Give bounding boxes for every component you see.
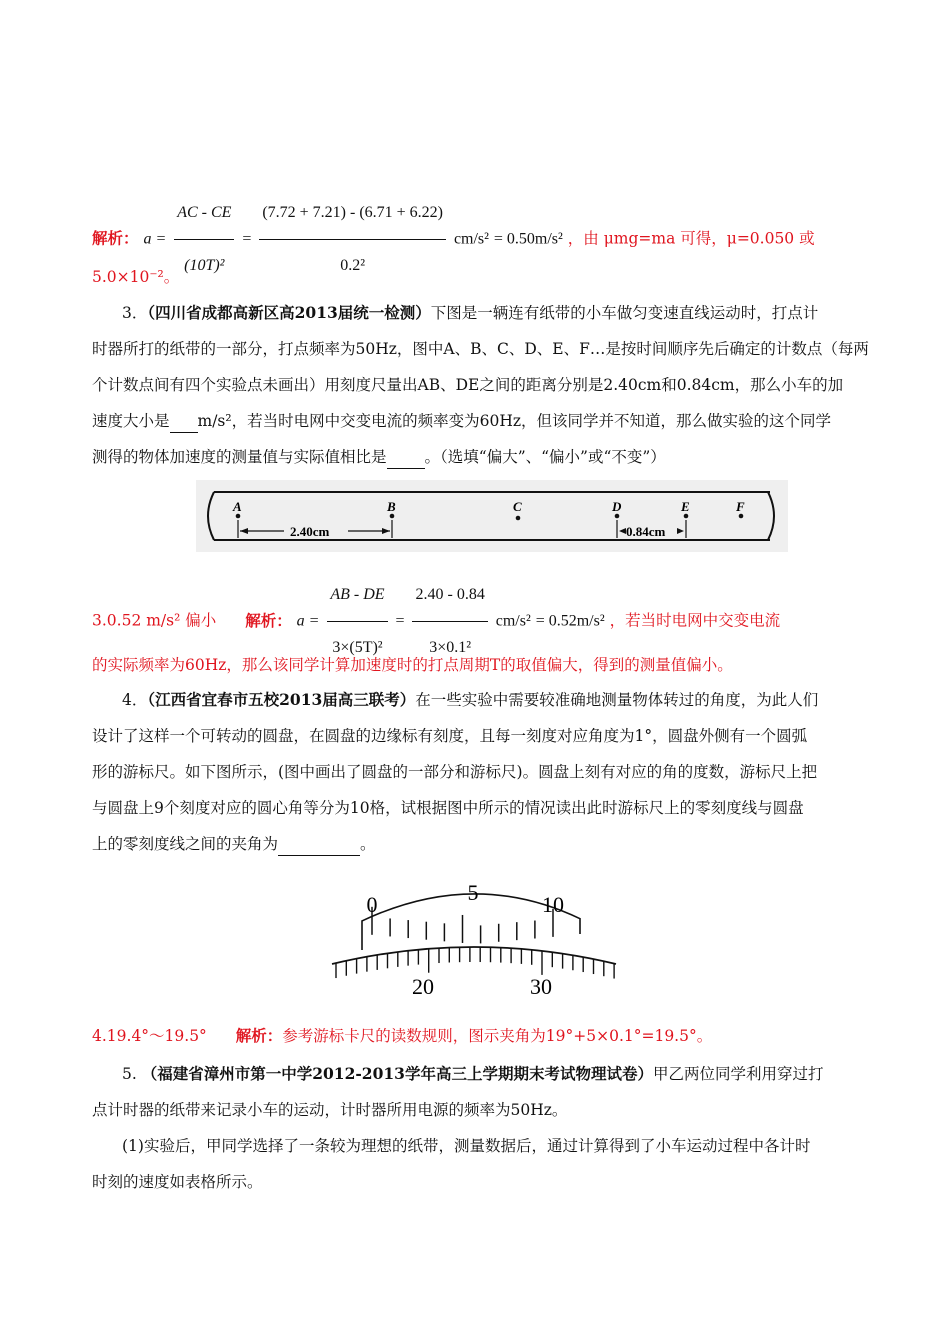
q4-text: 在一些实验中需要较准确地测量物体转过的角度，为此人们	[415, 691, 819, 709]
q4-line-3: 形的游标尺。如下图所示，(图中画出了圆盘的一部分和游标尺)。圆盘上刻有对应的角的度数，游标尺上把	[92, 763, 818, 781]
disc-scale	[332, 947, 616, 979]
q4-line-4: 与圆盘上9个刻度对应的圆心角等分为10格，试根据图中所示的情况读出此时游标尺上的零刻度线与圆盘	[92, 799, 804, 817]
a4-text: 参考游标卡尺的读数规则，图示夹角为19°+5×0.1°=19.5°。	[282, 1027, 713, 1045]
q3-line-2: 时器所打的纸带的一部分，打点频率为50Hz，图中A、B、C、D、E、F…是按时间顺序先后确定的计数点（每两	[92, 340, 869, 358]
a4-answer: 4.19.4°～19.5°	[92, 1027, 207, 1045]
fraction-numerator: AB - DE	[327, 570, 387, 622]
tape-label-a: A	[233, 499, 242, 514]
tape-label-c: C	[513, 499, 522, 514]
fraction-denominator: 0.2²	[340, 257, 366, 274]
vernier-label-10: 10	[542, 892, 564, 917]
vernier-disc-figure	[326, 872, 622, 1004]
q3-line-5	[92, 446, 862, 469]
q5-line-4: 时刻的速度如表格所示。	[92, 1173, 263, 1191]
answer-blank	[387, 446, 425, 469]
q3-line-4	[92, 410, 862, 433]
vernier-label-0: 0	[366, 892, 378, 917]
q5-text: 甲乙两位同学利用穿过打	[652, 1065, 824, 1083]
formula-lhs: a =	[296, 612, 320, 630]
q3-line-3: 个计数点间有四个实验点未画出）用刻度尺量出AB、DE之间的距离分别是2.40cm和0.84cm，那么小车的加	[92, 376, 844, 394]
q3-number: 3．	[122, 304, 148, 322]
tape-label-f: F	[736, 499, 745, 514]
q4-text: 。	[360, 835, 376, 853]
formula-result: = 0.50m/s²	[493, 230, 563, 248]
q5-source: （福建省漳州市第一中学2012-2013学年高三上学期期末考试物理试卷）	[141, 1064, 653, 1083]
q3-text: 测得的物体加速度的测量值与实际值相比是	[92, 448, 387, 466]
q3-source: （四川省成都高新区高2013届统一检测）	[147, 303, 431, 322]
prev-solution-line: 解析： a = $\frac{AC - CE}{\text{(10T)²}}$ = $\frac{(7.72 + 7.21) - (6.71 + 6.22)}{\text{0.2²}}$ cm/s² = 0.50m/s² ，由 μmg=ma 可得，μ=0.050 或	[92, 188, 862, 238]
a3-line-2: 的实际频率为60Hz，那么该同学计算加速度时的打点周期T的取值偏大，得到的测量值偏小。	[92, 656, 733, 674]
fraction-denominator: 3×(5T)²	[332, 639, 383, 656]
solution-label: 解析：	[235, 1026, 283, 1045]
q5-line-1	[122, 1063, 892, 1085]
fraction-denominator: 3×0.1²	[429, 639, 472, 656]
q4-text: 上的零刻度线之间的夹角为	[92, 835, 279, 853]
q4-source: （江西省宜春市五校2013届高三联考）	[147, 690, 416, 709]
q4-line-1	[122, 689, 892, 711]
q5-line-3: (1)实验后，甲同学选择了一条较为理想的纸带，测量数据后，通过计算得到了小车运动过程中各计时	[122, 1137, 811, 1155]
solution-label: 解析：	[92, 228, 139, 248]
solution-tail: ，若当时电网中交变电流	[609, 611, 781, 630]
tape-label-e: E	[681, 499, 690, 514]
q4-line-5	[92, 833, 862, 856]
vernier-label-5: 5	[467, 880, 479, 905]
formula-unit: cm/s²	[453, 230, 489, 248]
dimension-ab-label: 2.40cm	[290, 524, 330, 539]
solution-tail: ，由 μmg=ma 可得，μ=0.050 或	[567, 229, 815, 248]
a3-answer: 3.0.52 m/s² 偏小	[92, 611, 217, 630]
formula-result: = 0.52m/s²	[535, 612, 605, 630]
formula-unit: cm/s²	[495, 612, 531, 630]
paper-tape-figure	[196, 480, 788, 552]
dimension-de-label: 0.84cm	[626, 524, 666, 539]
q5-number: 5.	[122, 1065, 137, 1083]
answer-blank	[278, 833, 360, 856]
q3-line-1	[122, 302, 892, 324]
q3-text: 速度大小是	[92, 412, 170, 430]
tape-label-d: D	[612, 499, 622, 514]
a4-line	[92, 1025, 862, 1047]
q4-number: 4．	[122, 691, 148, 709]
disc-label-30: 30	[530, 974, 552, 999]
q3-text: m/s²，若当时电网中交变电流的频率变为60Hz，但该同学并不知道，那么做实验的这个同学	[197, 412, 832, 430]
answer-blank	[170, 410, 198, 433]
solution-continuation: 5.0×10⁻²。	[92, 268, 180, 286]
fraction-numerator: AC - CE	[174, 188, 234, 240]
formula-lhs: a =	[143, 230, 167, 248]
fraction-numerator: 2.40 - 0.84	[412, 570, 487, 622]
tape-label-b: B	[387, 499, 396, 514]
q5-line-2: 点计时器的纸带来记录小车的运动，计时器所用电源的频率为50Hz。	[92, 1101, 568, 1119]
a3-line-1: 3.0.52 m/s² 偏小 解析： a = $\frac{AB - DE}{\text{3×(5T)²}}$ = $\frac{2.40 - 0.84}{\text{3×0.1²}}$ cm/s² = 0.52m/s² ，若当时电网中交变电流	[92, 570, 862, 620]
q4-line-2: 设计了这样一个可转动的圆盘，在圆盘的边缘标有刻度，且每一刻度对应角度为1°，圆盘外侧有一个圆弧	[92, 727, 808, 745]
q3-text: 下图是一辆连有纸带的小车做匀变速直线运动时，打点计	[430, 304, 819, 322]
solution-label: 解析：	[245, 610, 292, 630]
fraction-numerator: (7.72 + 7.21) - (6.71 + 6.22)	[259, 188, 446, 240]
fraction-denominator: (10T)²	[184, 257, 225, 274]
disc-label-20: 20	[412, 974, 434, 999]
q3-text: 。（选填“偏大”、“偏小”或“不变”）	[424, 448, 666, 466]
